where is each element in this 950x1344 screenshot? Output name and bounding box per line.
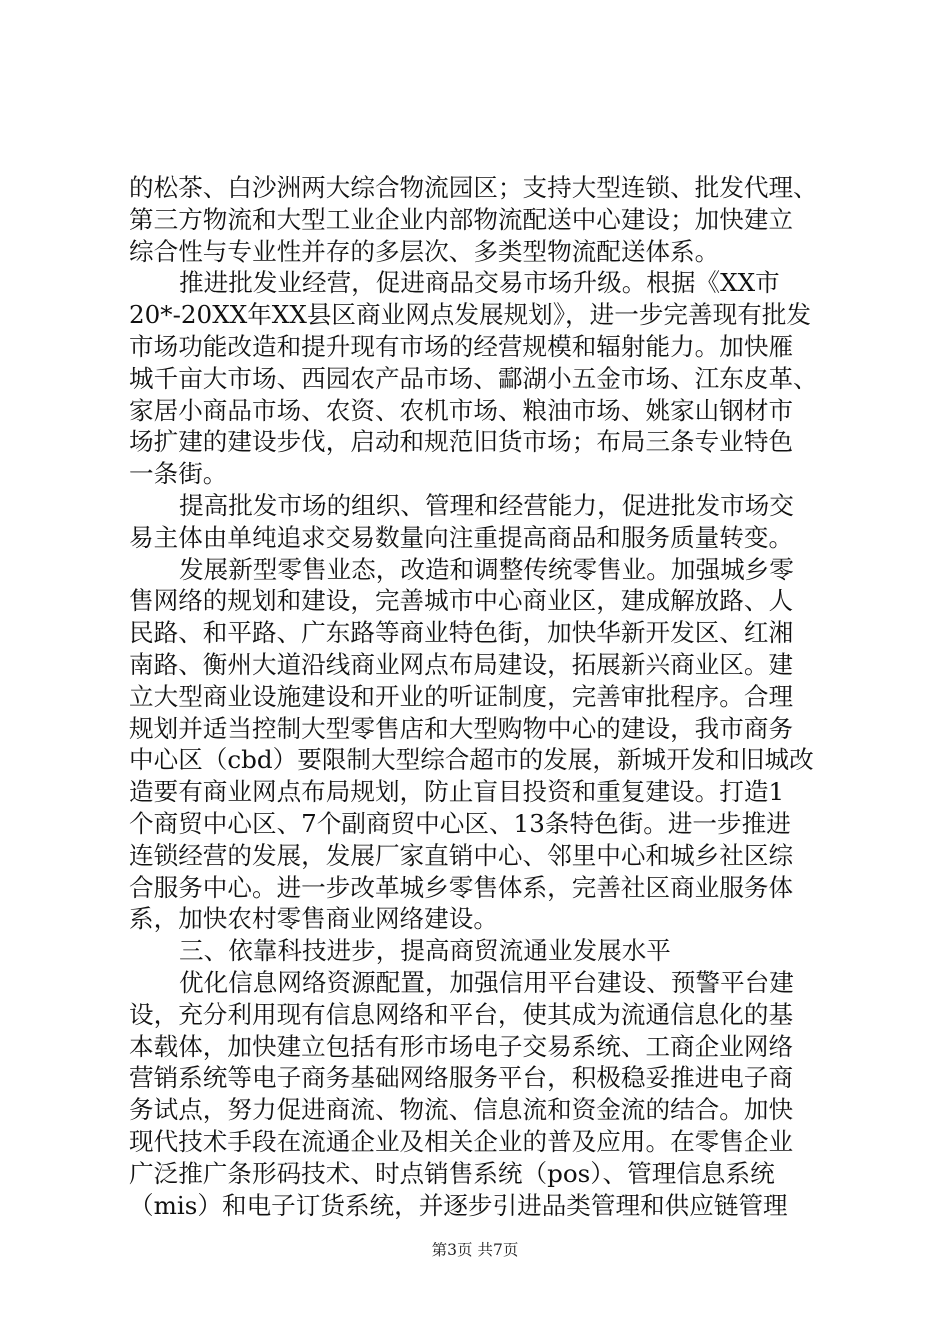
- text-line: 市场功能改造和提升现有市场的经营规模和辐射能力。加快雁: [129, 331, 794, 361]
- text-line: 城千亩大市场、西园农产品市场、酃湖小五金市场、江东皮革、: [129, 363, 818, 393]
- text-line: 推进批发业经营，促进商品交易市场升级。根据《XX市: [179, 268, 780, 298]
- text-line: 家居小商品市场、农资、农机市场、粮油市场、姚家山钢材市: [129, 395, 794, 425]
- text-line: 造要有商业网点布局规划，防止盲目投资和重复建设。打造1: [129, 777, 785, 807]
- text-line: 营销系统等电子商务基础网络服务平台，积极稳妥推进电子商: [129, 1063, 794, 1093]
- text-line: 一条街。: [129, 459, 228, 489]
- text-line: 发展新型零售业态，改造和调整传统零售业。加强城乡零: [179, 554, 794, 584]
- text-line: 本载体，加快建立包括有形市场电子交易系统、工商企业网络: [129, 1031, 794, 1061]
- text-line: 立大型商业设施建设和开业的听证制度，完善审批程序。合理: [129, 681, 794, 711]
- text-line: 连锁经营的发展，发展厂家直销中心、邻里中心和城乡社区综: [129, 840, 794, 870]
- text-line: 规划并适当控制大型零售店和大型购物中心的建设，我市商务: [129, 713, 794, 743]
- text-line: 提高批发市场的组织、管理和经营能力，促进批发市场交: [179, 490, 794, 520]
- text-line: （mis）和电子订货系统，并逐步引进品类管理和供应链管理: [129, 1190, 788, 1220]
- text-line: 务试点，努力促进商流、物流、信息流和资金流的结合。加快: [129, 1095, 794, 1125]
- text-line: 三、依靠科技进步，提高商贸流通业发展水平: [179, 936, 671, 966]
- text-line: 设，充分利用现有信息网络和平台，使其成为流通信息化的基: [129, 999, 794, 1029]
- text-line: 民路、和平路、广东路等商业特色街，加快华新开发区、红湘: [129, 618, 794, 648]
- page-number-footer: 第3页 共7页: [431, 1241, 519, 1259]
- text-line: 南路、衡州大道沿线商业网点布局建设，拓展新兴商业区。建: [129, 649, 794, 679]
- text-line: 售网络的规划和建设，完善城市中心商业区，建成解放路、人: [129, 586, 794, 616]
- text-line: 场扩建的建设步伐，启动和规范旧货市场；布局三条专业特色: [129, 427, 794, 457]
- text-line: 易主体由单纯追求交易数量向注重提高商品和服务质量转变。: [129, 522, 794, 552]
- text-line: 合服务中心。进一步改革城乡零售体系，完善社区商业服务体: [129, 872, 794, 902]
- text-line: 20*-20XX年XX县区商业网点发展规划》，进一步完善现有批发: [129, 300, 811, 330]
- text-line: 现代技术手段在流通企业及相关企业的普及应用。在零售企业: [129, 1126, 794, 1156]
- text-line: 综合性与专业性并存的多层次、多类型物流配送体系。: [129, 236, 720, 266]
- text-line: 个商贸中心区、7个副商贸中心区、13条特色街。进一步推进: [129, 808, 791, 838]
- text-line: 优化信息网络资源配置，加强信用平台建设、预警平台建: [179, 967, 794, 997]
- text-line: 的松茶、白沙洲两大综合物流园区；支持大型连锁、批发代理、: [129, 173, 818, 202]
- text-line: 第三方物流和大型工业企业内部物流配送中心建设；加快建立: [129, 204, 794, 234]
- document-body: [129, 172, 829, 1221]
- text-line: 广泛推广条形码技术、时点销售系统（pos）、管理信息系统: [129, 1158, 775, 1188]
- text-line: 中心区（cbd）要限制大型综合超市的发展，新城开发和旧城改: [129, 745, 814, 775]
- text-line: 系，加快农村零售商业网络建设。: [129, 904, 498, 934]
